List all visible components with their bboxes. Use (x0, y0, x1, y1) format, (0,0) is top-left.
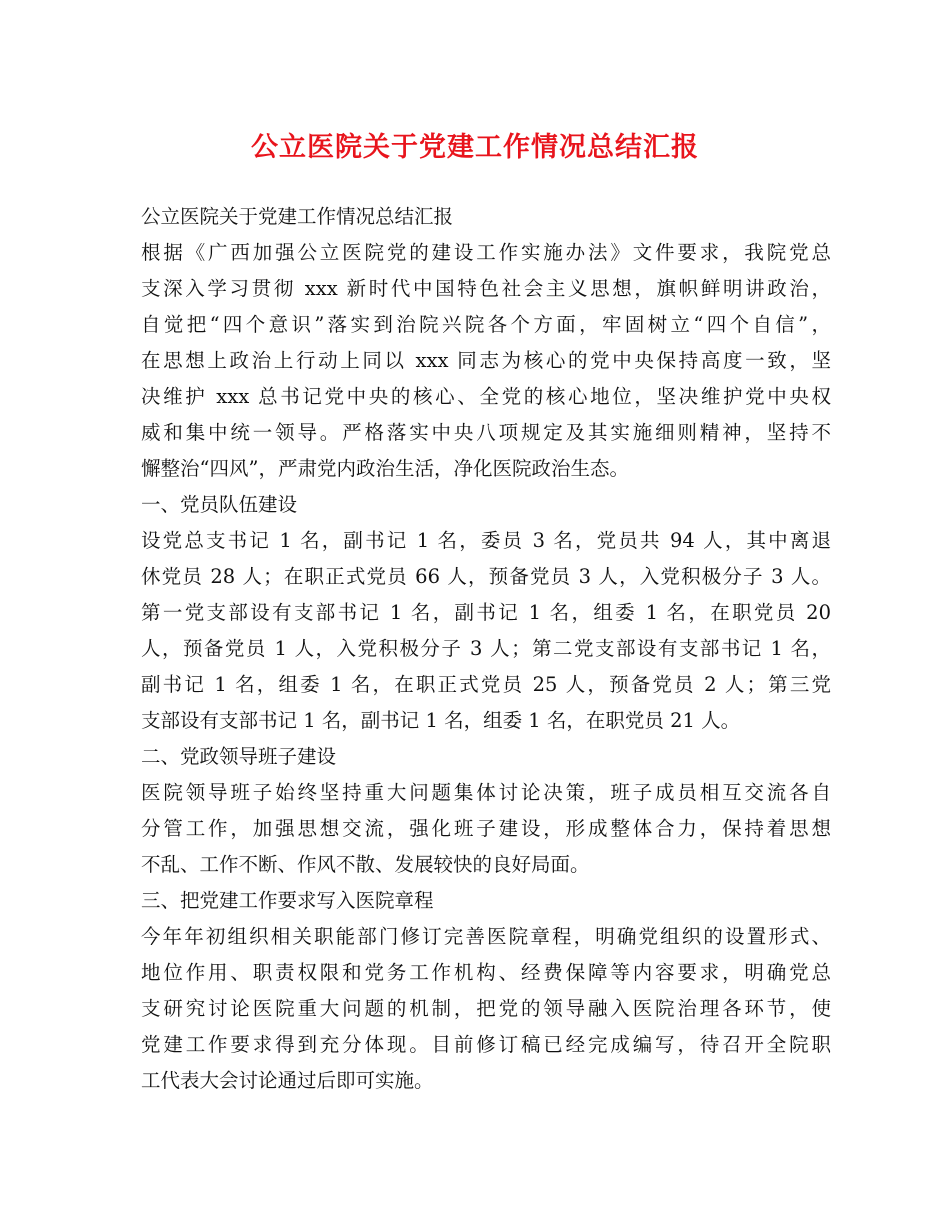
section-line: 第一党支部设有支部书记 1 名，副书记 1 名，组委 1 名，在职党员 20 (141, 601, 831, 624)
section-line: 副书记 1 名，组委 1 名，在职正式党员 25 人，预备党员 2 人；第三党 (141, 673, 831, 696)
document-body (141, 199, 831, 1099)
section-charter (141, 883, 831, 1099)
document-subtitle: 公立医院关于党建工作情况总结汇报 (141, 205, 454, 228)
intro-line: 懈整治“四风”，严肃党内政治生活，净化医院政治生态。 (141, 457, 629, 480)
intro-paragraph (141, 235, 831, 487)
section-line: 医院领导班子始终坚持重大问题集体讨论决策，班子成员相互交流各自 (141, 781, 831, 804)
section-line: 支部设有支部书记 1 名，副书记 1 名，组委 1 名，在职党员 21 人。 (141, 709, 741, 732)
section-line: 休党员 28 人；在职正式党员 66 人，预备党员 3 人，入党积极分子 3 人。 (141, 565, 831, 588)
intro-line: 根据《广西加强公立医院党的建设工作实施办法》文件要求，我院党总 (141, 241, 831, 264)
section-leadership (141, 739, 831, 883)
section-line: 地位作用、职责权限和党务工作机构、经费保障等内容要求，明确党总 (141, 961, 831, 984)
section-line: 设党总支书记 1 名，副书记 1 名，委员 3 名，党员共 94 人，其中离退 (141, 529, 831, 552)
section-line: 支研究讨论医院重大问题的机制，把党的领导融入医院治理各环节，使 (141, 997, 831, 1020)
intro-line: 决维护 xxx 总书记党中央的核心、全党的核心地位，坚决维护党中央权 (141, 385, 831, 408)
section-line: 不乱、工作不断、作风不散、发展较快的良好局面。 (141, 853, 590, 876)
section-heading: 一、党员队伍建设 (141, 493, 298, 516)
intro-line: 支深入学习贯彻 xxx 新时代中国特色社会主义思想，旗帜鲜明讲政治， (141, 277, 831, 300)
intro-line: 自觉把“四个意识”落实到治院兴院各个方面，牢固树立“四个自信”， (141, 313, 831, 336)
intro-line: 威和集中统一领导。严格落实中央八项规定及其实施细则精神，坚持不 (141, 421, 831, 444)
section-line: 党建工作要求得到充分体现。目前修订稿已经完成编写，待召开全院职 (141, 1033, 831, 1056)
section-line: 工代表大会讨论通过后即可实施。 (141, 1069, 434, 1092)
section-line: 分管工作，加强思想交流，强化班子建设，形成整体合力，保持着思想 (141, 817, 831, 840)
intro-line: 在思想上政治上行动上同以 xxx 同志为核心的党中央保持高度一致，坚 (141, 349, 831, 372)
section-line: 今年年初组织相关职能部门修订完善医院章程，明确党组织的设置形式、 (141, 925, 831, 948)
section-party-members (141, 487, 831, 739)
section-heading: 三、把党建工作要求写入医院章程 (141, 889, 434, 912)
section-line: 人，预备党员 1 人，入党积极分子 3 人；第二党支部设有支部书记 1 名， (141, 637, 831, 660)
document-title: 公立医院关于党建工作情况总结汇报 (251, 132, 699, 163)
section-heading: 二、党政领导班子建设 (141, 745, 337, 768)
